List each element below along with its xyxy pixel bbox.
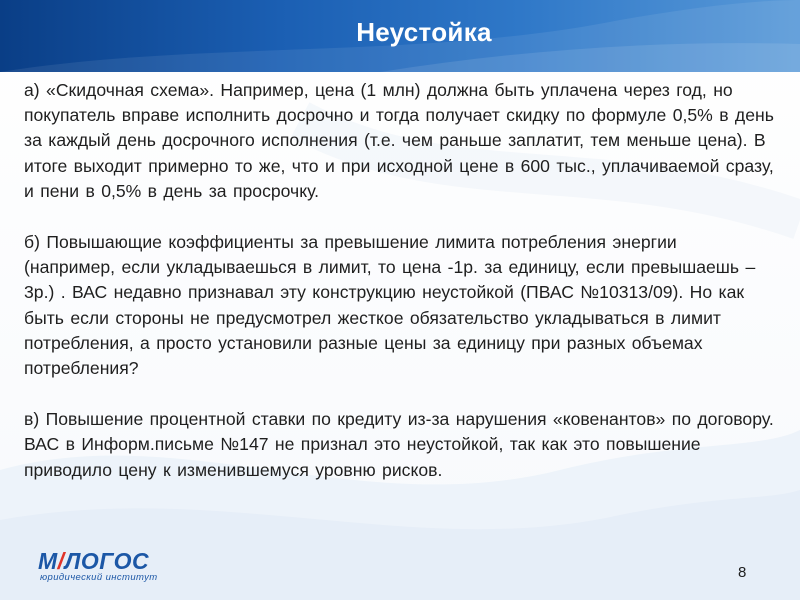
slide-title: Неустойка (356, 17, 492, 47)
logo-wordmark (38, 548, 149, 575)
paragraph-c: в) Повышение процентной ставки по кредиту из-за нарушения «ковенантов» по договору. ВАС в Информ.письме №147 не признал это неустойкой, так как это повышение приводило цену к изменившемуся уровню рисков. (24, 409, 774, 480)
logo-word-accent: / (57, 548, 65, 574)
logo-word-rest: ЛОГОС (64, 548, 150, 574)
paragraph-b: б) Повышающие коэффициенты за превышение лимита потребления энергии (например, если укладываешься в лимит, то цена -1р. за единицу, если превышаешь – 3р.) . ВАС недавно признавал эту конструкцию неустойкой (ПВАС №10313/09). Но как быть если стороны не предусмотрел жесткое обязательство укладываться в лимит потребления, а просто установили разные цены за единицу при разных объемах потребления? (24, 232, 756, 379)
mylogos-logo (38, 548, 178, 584)
logo-subtitle: юридический институт (40, 572, 158, 583)
page-number: 8 (738, 564, 747, 581)
logo-word-prefix: М (38, 548, 58, 574)
paragraph-a: а) «Скидочная схема». Например, цена (1 млн) должна быть уплачена через год, но покупатель вправе исполнить досрочно и тогда получает скидку по формуле 0,5% в день за каждый день досрочного исполнения (т.е. чем раньше заплатит, тем меньше цена). В итоге выходит примерно то же, что и при исходной цене в 600 тыс., уплачиваемой сразу, и пени в 0,5% в день за просрочку. (24, 80, 774, 201)
slide-content (24, 78, 774, 483)
header-bar (0, 0, 800, 72)
